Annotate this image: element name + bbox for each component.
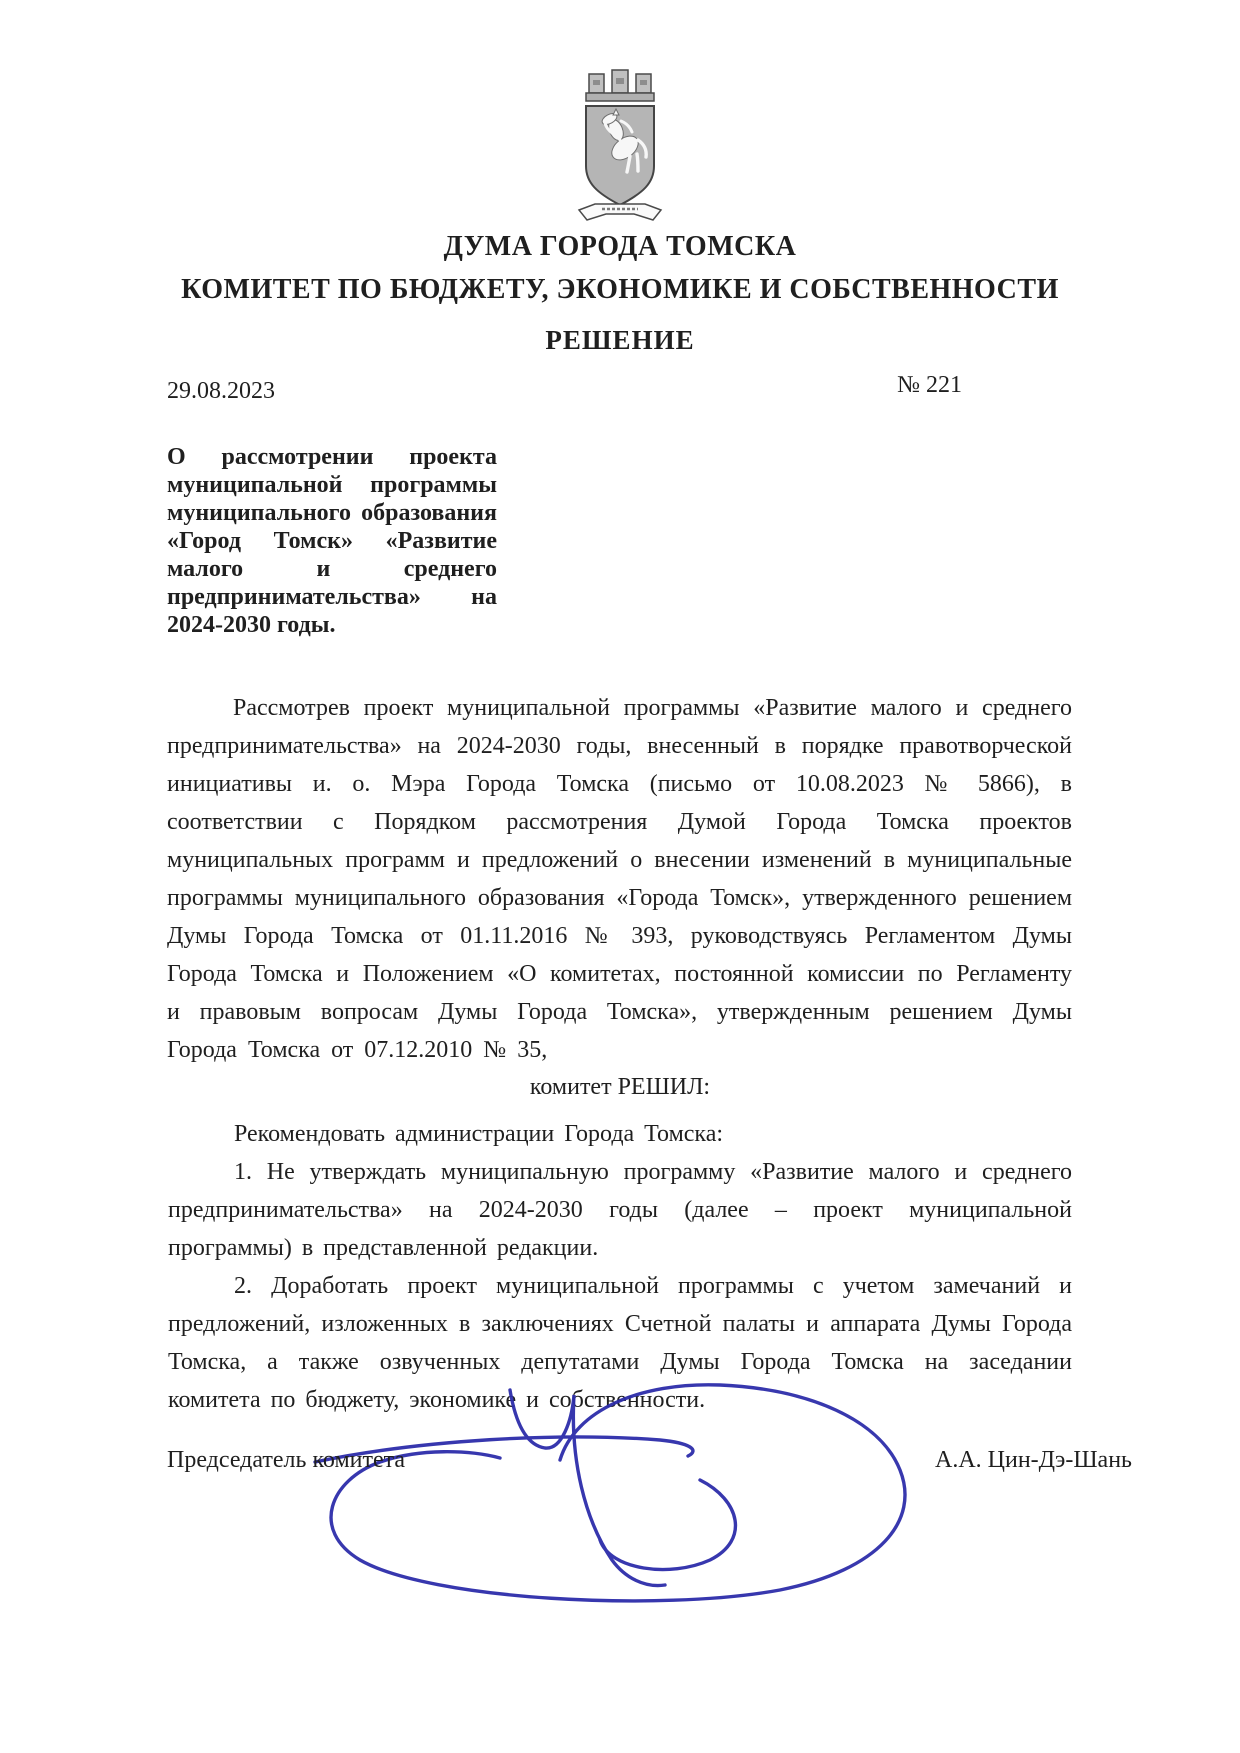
signature-row [167, 1445, 1132, 1475]
decision-item-2: 2. Доработать проект муниципальной программы с учетом замечаний и предложений, изложенных в заключениях Счетной палаты и аппарата Думы Города Томска, а также озвученных депутатами Думы Города Томска на заседании комитета по бюджету, экономике и собственности. [168, 1273, 1072, 1413]
committee-name: КОМИТЕТ ПО БЮДЖЕТУ, ЭКОНОМИКЕ И СОБСТВЕННОСТИ [181, 274, 1059, 305]
doc-number: № 221 [897, 372, 962, 398]
doc-date: 29.08.2023 [167, 378, 275, 404]
decision-item-intro: Рекомендовать администрации Города Томска: [234, 1121, 724, 1147]
preamble-paragraph: Рассмотрев проект муниципальной программы «Развитие малого и среднего предпринимательства» на 2024-2030 годы, внесенный в порядке правотворческой инициативы и. о. Мэра Города Томска (письмо от 10.08.2023 № 5866), в соответствии с Порядком рассмотрения Думой Города Томска проектов муниципальных программ и предложений о внесении изменений в муниципальные программы муниципального образования «Города Томск», утвержденного решением Думы Города Томска от 01.11.2016 № 393, руководствуясь Регламентом Думы Города Томска и Положением «О комитетах, постоянной комиссии по Регламенту и правовым вопросам Думы Города Томска», утвержденным решением Думы Города Томска от 07.12.2010 № 35, [167, 695, 1072, 1063]
decision-item-1: 1. Не утверждать муниципальную программу «Развитие малого и среднего предпринимательства» на 2024-2030 годы (далее – проект муниципальной программы) в представленной редакции. [168, 1159, 1072, 1261]
decision-items [0, 1115, 1240, 1419]
tomsk-coat-of-arms-icon [572, 66, 668, 226]
signature-position-label: Председатель комитета [167, 1447, 406, 1473]
subject-block: О рассмотрении проекта муниципальной программы муниципального образования «Город Томск» «Развитие малого и среднего предпринимательства» на 2024-2030 годы. [167, 444, 497, 638]
org-name: ДУМА ГОРОДА ТОМСКА [443, 231, 797, 262]
mural-crown-icon [586, 70, 654, 101]
motto-ribbon-icon [579, 204, 661, 220]
resolution-phrase: комитет РЕШИЛ: [529, 1074, 711, 1100]
date-number-row [0, 371, 1240, 404]
doc-type-title: РЕШЕНИЕ [545, 325, 695, 355]
shield-icon [586, 106, 654, 205]
signature-name: А.А. Цин-Дэ-Шань [935, 1447, 1132, 1473]
